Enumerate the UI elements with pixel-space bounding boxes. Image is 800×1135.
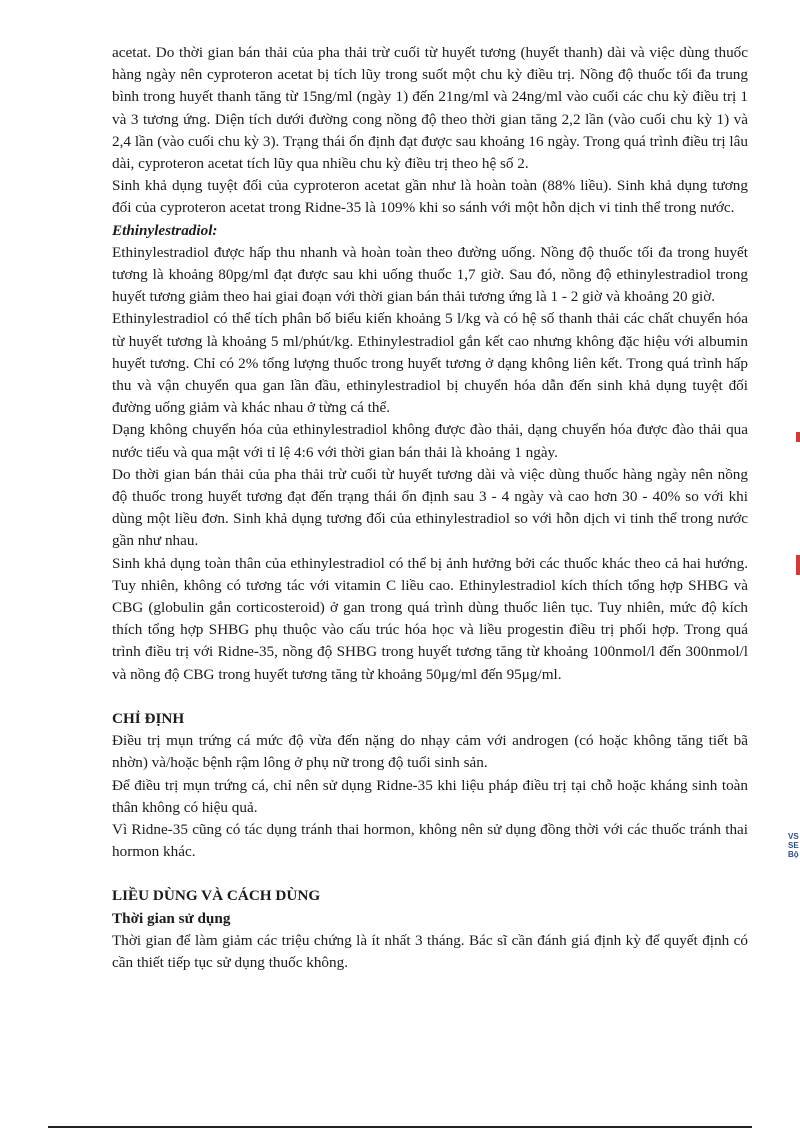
paragraph: Để điều trị mụn trứng cá, chỉ nên sử dụng Ridne-35 khi liệu pháp điều trị tại chỗ hoặc kháng sinh toàn thân không có hiệu quả.	[112, 776, 748, 816]
section-heading-indication: CHỈ ĐỊNH	[112, 709, 185, 727]
paragraph: Ethinylestradiol có thể tích phân bố biểu kiến khoảng 5 l/kg và có hệ số thanh thải các chất chuyển hóa từ huyết tương là khoảng 5 ml/phút/kg. Ethinylestradiol gắn kết cao nhưng không đặc hiệu với albumin huyết tương. Chỉ có 2% tổng lượng thuốc trong huyết tương ở dạng không liên kết. Trong quá trình hấp thu và vận chuyển qua gan lần đầu, ethinylestradiol bị chuyển hóa dẫn đến sinh khả dụng tuyệt đối đường uống giảm và khác nhau ở từng cá thể.	[112, 310, 748, 417]
margin-mark	[796, 555, 800, 575]
paragraph: Dạng không chuyển hóa của ethinylestradiol không được đào thải, dạng chuyển hóa được đào thải qua nước tiểu và qua mật với tỉ lệ 4:6 với thời gian bán thải là khoảng 1 ngày.	[112, 421, 748, 461]
section-heading-dosage: LIỀU DÙNG VÀ CÁCH DÙNG	[112, 887, 321, 905]
paragraph: Vì Ridne-35 cũng có tác dụng tránh thai hormon, không nên sử dụng đồng thời với các thuốc tránh thai hormon khác.	[112, 820, 748, 861]
bottom-rule	[48, 1126, 752, 1128]
paragraph: acetat. Do thời gian bán thải của pha thải trừ cuối từ huyết tương (huyết thanh) dài và việc dùng thuốc hàng ngày nên cyproteron acetat bị tích lũy trong suốt một chu kỳ điều trị. Nồng độ thuốc tối đa trung bình trong huyết thanh tăng từ 15ng/ml (ngày 1) đến 21ng/ml và 24ng/ml vào cuối các chu kỳ điều trị 1 và 3 tương ứng. Diện tích dưới đường cong nồng độ theo thời gian tăng 2,2 lần (vào cuối chu kỳ 1) và 2,4 lần (vào cuối chu kỳ 3). Trạng thái ổn định đạt được sau khoảng 16 ngày. Trong quá trình điều trị lâu dài, cyproteron acetat tích lũy qua nhiều chu kỳ điều trị theo hệ số 2.	[112, 44, 748, 173]
paragraph: Do thời gian bán thải của pha thải trừ cuối từ huyết tương dài và việc dùng thuốc hàng ngày nên nồng độ thuốc trong huyết tương đạt đến trạng thái ổn định sau 3 - 4 ngày và cao hơn 30 - 40% so với khi dùng một liều đơn. Sinh khả dụng tương đối của ethinylestradiol so với hỗn dịch vi tinh thể trong nước gần như nhau.	[112, 465, 748, 550]
subheading-duration: Thời gian sử dụng	[112, 909, 231, 927]
paragraph: Ethinylestradiol được hấp thu nhanh và hoàn toàn theo đường uống. Nồng độ thuốc tối đa trong huyết tương là khoảng 80pg/ml đạt được sau khi uống thuốc 1,7 giờ. Sau đó, nồng độ ethinylestradiol trong huyết tương giảm theo hai giai đoạn với thời gian bán thải tương ứng là 1 - 2 giờ và khoảng 20 giờ.	[112, 243, 748, 306]
paragraph: Thời gian để làm giảm các triệu chứng là ít nhất 3 tháng. Bác sĩ cần đánh giá định kỳ để quyết định có cần thiết tiếp tục sử dụng thuốc không.	[112, 931, 748, 971]
paragraph: Sinh khả dụng tuyệt đối của cyproteron acetat gần như là hoàn toàn (88% liều). Sinh khả dụng tương đối của cyproteron acetat trong Ridne-35 là 109% khi so sánh với một hỗn dịch vi tinh thể trong nước.	[112, 177, 748, 217]
paragraph: Điều trị mụn trứng cá mức độ vừa đến nặng do nhạy cảm với androgen (có hoặc không tăng tiết bã nhờn) và/hoặc bệnh rậm lông ở phụ nữ trong độ tuổi sinh sản.	[112, 732, 748, 772]
edge-stamp: VS SE Bộ	[788, 832, 799, 859]
paragraph: Sinh khả dụng toàn thân của ethinylestradiol có thể bị ảnh hưởng bởi các thuốc khác theo cả hai hướng. Tuy nhiên, không có tương tác với vitamin C liều cao. Ethinylestradiol kích thích tổng hợp SHBG và CBG (globulin gắn corticosteroid) ở gan trong quá trình dùng thuốc liên tục. Tuy nhiên, mức độ kích thích tổng hợp SHBG phụ thuộc vào cấu trúc hóa học và liều progestin điều trị phối hợp. Trong quá trình điều trị với Ridne-35, nồng độ SHBG trong huyết tương tăng từ khoảng 100nmol/l đến 300nmol/l và nồng độ CBG trong huyết tương tăng từ khoảng 50μg/ml đến 95μg/ml.	[112, 554, 748, 683]
document-page	[112, 42, 748, 974]
margin-mark	[796, 432, 800, 442]
subheading-ethinylestradiol: Ethinylestradiol:	[112, 221, 218, 239]
